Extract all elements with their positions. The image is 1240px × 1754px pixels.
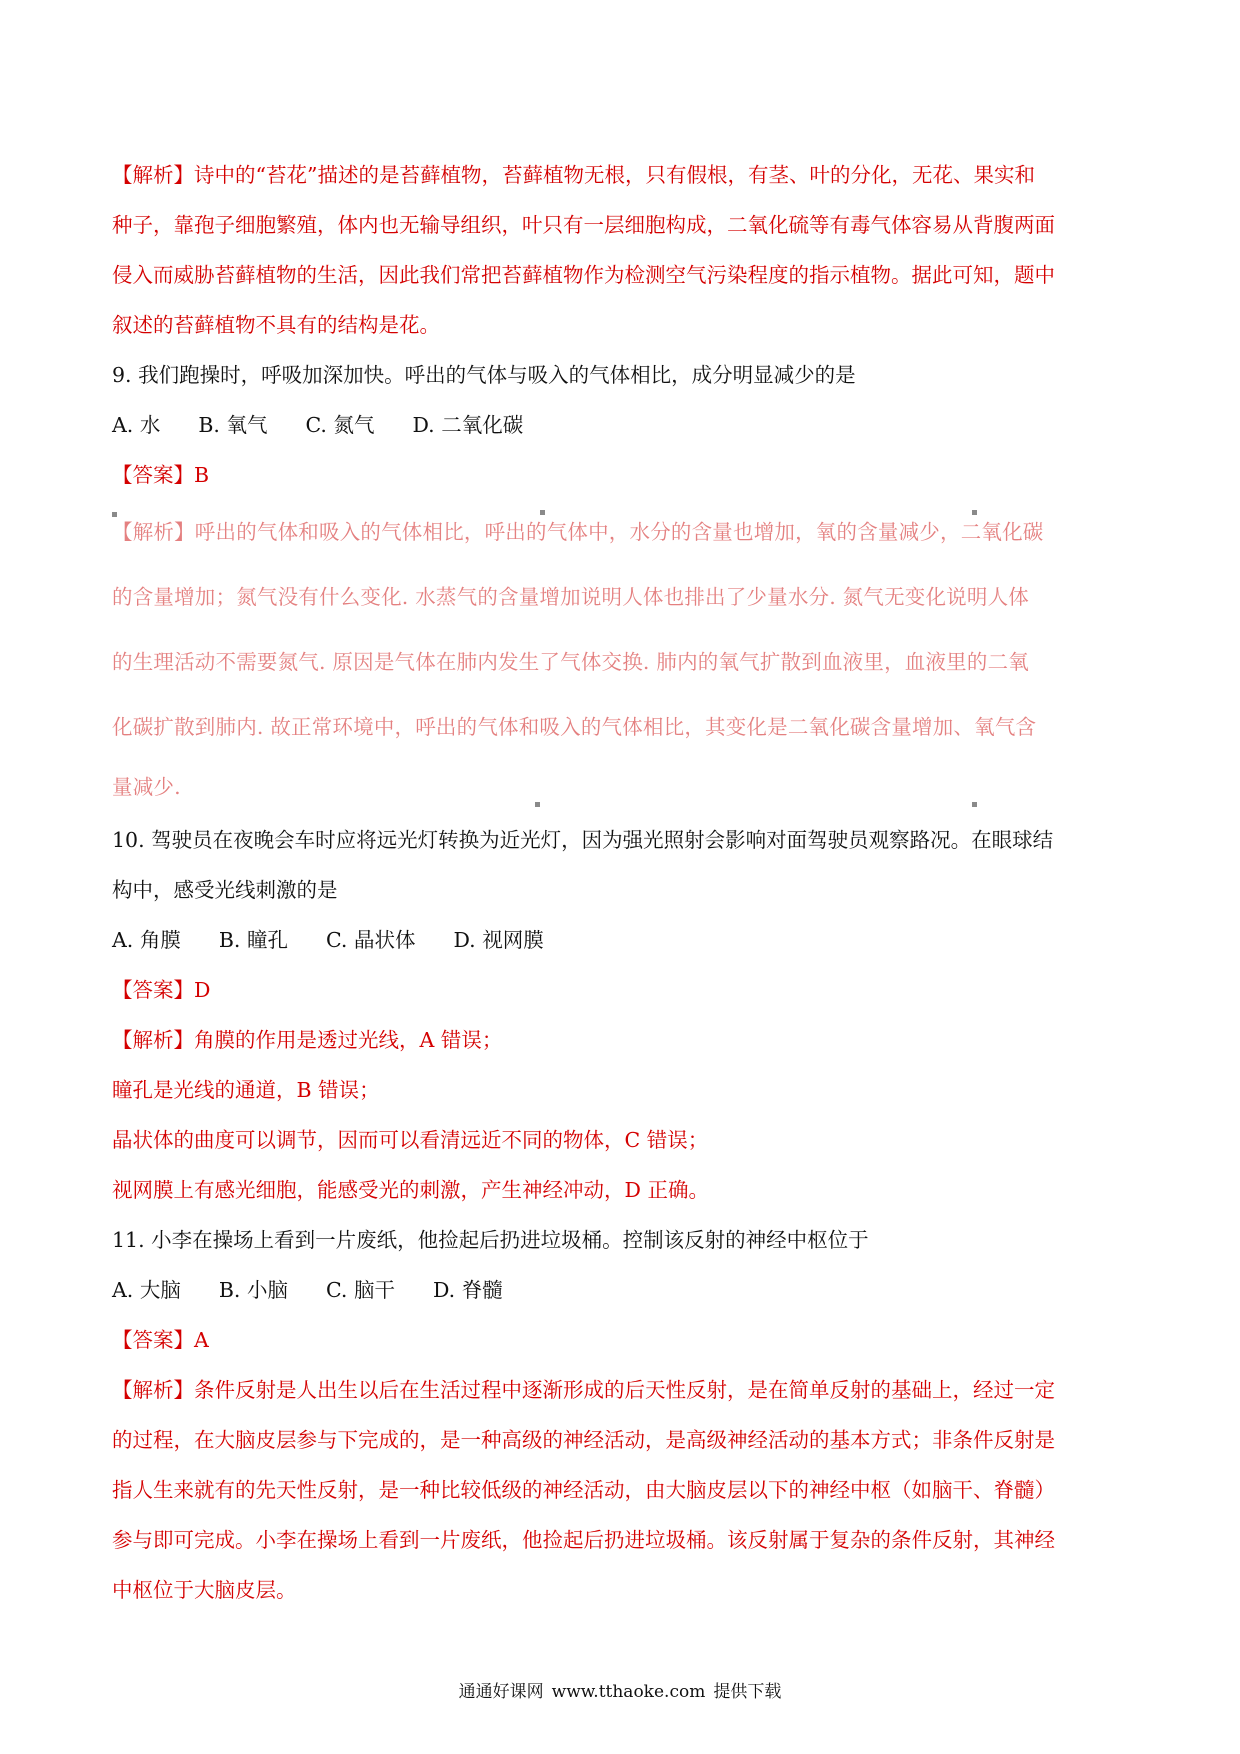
option-a: A. 水 [112, 413, 161, 437]
analysis-line: 【解析】条件反射是人出生以后在生活过程中逐渐形成的后天性反射，是在简单反射的基础上，经过一定 [112, 1378, 1055, 1402]
scan-artifact [535, 802, 540, 807]
question-10 [112, 815, 1128, 1215]
analysis-line: 的过程，在大脑皮层参与下完成的，是一种高级的神经活动，是高级神经活动的基本方式；非条件反射是 [112, 1428, 1055, 1452]
analysis-line: 的生理活动不需要氮气. 原因是气体在肺内发生了气体交换. 肺内的氧气扩散到血液里，血液里的二氧 [112, 650, 1029, 674]
analysis-line: 参与即可完成。小李在操场上看到一片废纸，他捡起后扔进垃圾桶。该反射属于复杂的条件反射，其神经 [112, 1528, 1055, 1552]
analysis-line: 中枢位于大脑皮层。 [112, 1578, 297, 1602]
scan-artifact [972, 802, 977, 807]
scan-artifact [972, 510, 977, 515]
question-11 [112, 1215, 1128, 1615]
question-stem: 9. 我们跑操时，呼吸加深加快。呼出的气体与吸入的气体相比，成分明显减少的是 [112, 363, 856, 387]
analysis-line: 量减少. [112, 775, 181, 799]
analysis-line: 化碳扩散到肺内. 故正常环境中，呼出的气体和吸入的气体相比，其变化是二氧化碳含量增加、氧气含 [112, 715, 1037, 739]
option-b: B. 氧气 [198, 413, 268, 437]
option-c: C. 脑干 [325, 1278, 395, 1302]
option-c: C. 氮气 [305, 413, 375, 437]
footer-suffix: 提供下载 [713, 1682, 782, 1702]
footer-url[interactable]: www.tthaoke.com [551, 1682, 706, 1702]
analysis-line: 叙述的苔藓植物不具有的结构是花。 [112, 313, 440, 337]
q8-analysis [112, 150, 1128, 350]
option-d: D. 脊髓 [432, 1278, 503, 1302]
option-b: B. 瞳孔 [218, 928, 288, 952]
question-options [112, 1265, 1128, 1315]
answer-label: 【答案】B [112, 463, 210, 487]
footer-site-name: 通通好课网 [458, 1682, 544, 1702]
option-a: A. 角膜 [112, 928, 181, 952]
answer-label: 【答案】D [112, 978, 211, 1002]
question-stem: 构中，感受光线刺激的是 [112, 878, 338, 902]
question-options [112, 915, 1128, 965]
question-options [112, 400, 1128, 450]
question-9 [112, 350, 1128, 815]
analysis-line: 侵入而威胁苔藓植物的生活，因此我们常把苔藓植物作为检测空气污染程度的指示植物。据此可知，题中 [112, 263, 1055, 287]
option-b: B. 小脑 [218, 1278, 288, 1302]
analysis-line: 指人生来就有的先天性反射，是一种比较低级的神经活动，由大脑皮层以下的神经中枢（如脑干、脊髓） [112, 1478, 1055, 1502]
option-d: D. 视网膜 [453, 928, 544, 952]
question-stem: 11. 小李在操场上看到一片废纸，他捡起后扔进垃圾桶。控制该反射的神经中枢位于 [112, 1228, 869, 1252]
analysis-line: 视网膜上有感光细胞，能感受光的刺激，产生神经冲动，D 正确。 [112, 1178, 709, 1202]
analysis-line: 【解析】诗中的“苔花”描述的是苔藓植物，苔藓植物无根，只有假根，有茎、叶的分化，无花、果实和 [112, 163, 1035, 187]
analysis-line: 晶状体的曲度可以调节，因而可以看清远近不同的物体，C 错误； [112, 1128, 709, 1152]
option-d: D. 二氧化碳 [412, 413, 524, 437]
q9-analysis-faded [112, 500, 1097, 815]
analysis-line: 【解析】角膜的作用是透过光线，A 错误； [112, 1028, 503, 1052]
option-c: C. 晶状体 [325, 928, 416, 952]
analysis-line: 瞳孔是光线的通道，B 错误； [112, 1078, 380, 1102]
question-stem: 10. 驾驶员在夜晚会车时应将远光灯转换为近光灯，因为强光照射会影响对面驾驶员观察路况。在眼球结 [112, 828, 1054, 852]
scan-artifact [540, 510, 545, 515]
scan-artifact [112, 512, 117, 517]
document-page [112, 150, 1128, 1615]
analysis-line: 种子，靠孢子细胞繁殖，体内也无输导组织，叶只有一层细胞构成，二氧化硫等有毒气体容易从背腹两面 [112, 213, 1055, 237]
analysis-line: 【解析】呼出的气体和吸入的气体相比，呼出的气体中，水分的含量也增加，氧的含量减少，二氧化碳 [112, 520, 1044, 544]
answer-label: 【答案】A [112, 1328, 209, 1352]
option-a: A. 大脑 [112, 1278, 181, 1302]
analysis-line: 的含量增加；氮气没有什么变化. 水蒸气的含量增加说明人体也排出了少量水分. 氮气无变化说明人体 [112, 585, 1029, 609]
page-footer [0, 1677, 1240, 1702]
